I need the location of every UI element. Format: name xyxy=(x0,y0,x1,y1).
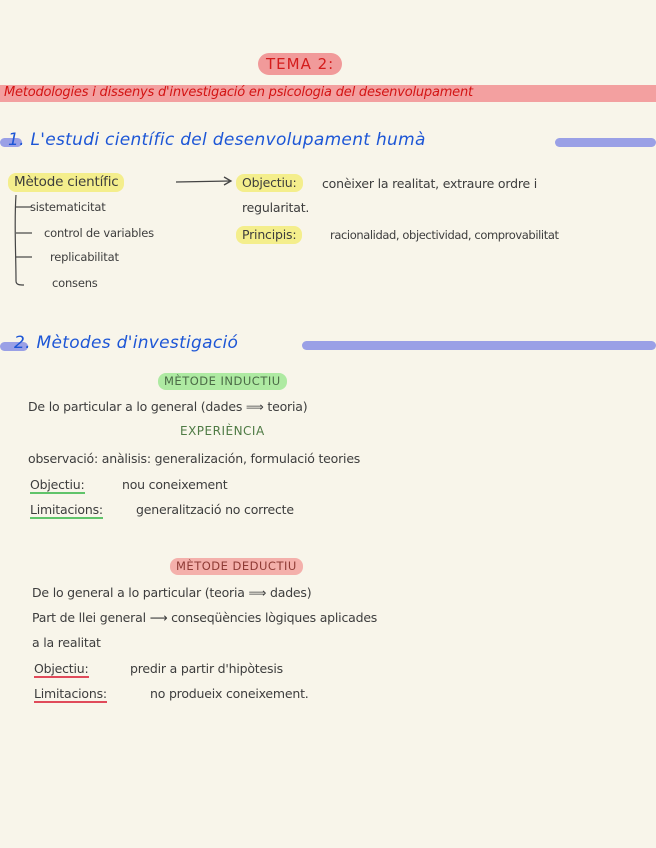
deductive-heading: MÈTODE DEDUCTIU xyxy=(170,558,303,575)
branch-item: consens xyxy=(52,276,98,290)
objective-text-cont: regularitat. xyxy=(242,200,310,215)
deductive-limitations-label: Limitacions: xyxy=(34,686,107,701)
branch-item: sistematicitat xyxy=(30,200,106,214)
inductive-subheading: EXPERIÈNCIA xyxy=(180,424,265,438)
page-title: TEMA 2: xyxy=(258,53,342,75)
objective-text: conèixer la realitat, extraure ordre i xyxy=(322,176,538,191)
deductive-line: De lo general a lo particular (teoria ⟹ dades) xyxy=(32,585,312,600)
principles-text: racionalidad, objectividad, comprovabilitat xyxy=(330,228,559,242)
branch-item: control de variables xyxy=(44,226,154,240)
inductive-limitations-text: generalització no correcte xyxy=(136,502,294,517)
branch-item: replicabilitat xyxy=(50,250,119,264)
deductive-line: a la realitat xyxy=(32,635,101,650)
deductive-objective-label: Objectiu: xyxy=(34,661,89,676)
deductive-line: Part de llei general ⟶ conseqüències lògiques aplicades xyxy=(32,610,378,625)
inductive-line: De lo particular a lo general (dades ⟹ teoria) xyxy=(28,399,308,414)
inductive-limitations-label: Limitacions: xyxy=(30,502,103,517)
section1-title: 1. L'estudi científic del desenvolupament humà xyxy=(8,130,426,150)
section2-bar-right xyxy=(302,341,656,350)
deductive-limitations-text: no produeix coneixement. xyxy=(150,686,309,701)
principles-label: Principis: xyxy=(236,226,302,244)
section1-bar-right xyxy=(555,138,656,147)
inductive-heading: MÈTODE INDUCTIU xyxy=(158,373,287,390)
deductive-objective-text: predir a partir d'hipòtesis xyxy=(130,661,283,676)
inductive-objective-text: nou coneixement xyxy=(122,477,228,492)
arrow-right-icon xyxy=(174,176,236,188)
method-label: Mètode científic xyxy=(8,173,124,192)
inductive-objective-label: Objectiu: xyxy=(30,477,85,492)
inductive-line: observació: anàlisis: generalización, formulació teories xyxy=(28,451,361,466)
objective-label: Objectiu: xyxy=(236,174,303,192)
page-subtitle: Metodologies i dissenys d'investigació en psicologia del desenvolupament xyxy=(4,85,473,100)
section2-title: 2. Mètodes d'investigació xyxy=(14,333,239,353)
